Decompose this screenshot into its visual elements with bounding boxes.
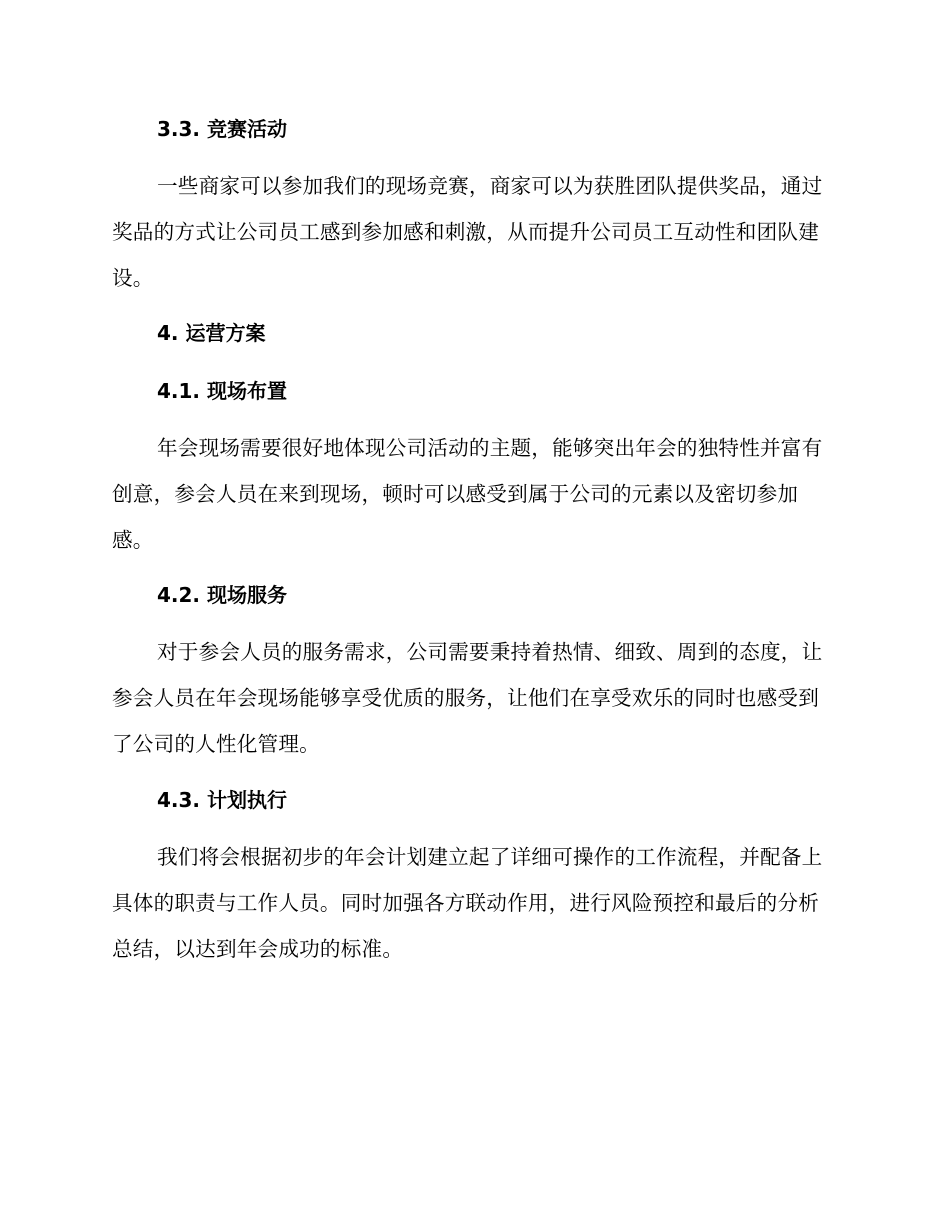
section-heading-3-3: 3.3. 竞赛活动 [157,117,287,141]
section-heading-4: 4. 运营方案 [157,321,266,345]
section-body-3-3: 一些商家可以参加我们的现场竞赛，商家可以为获胜团队提供奖品，通过奖品的方式让公司员工感到参加感和刺激，从而提升公司员工互动性和团队建设。 [112,174,823,291]
section-body-4-3: 我们将会根据初步的年会计划建立起了详细可操作的工作流程，并配备上具体的职责与工作人员。同时加强各方联动作用，进行风险预控和最后的分析总结，以达到年会成功的标准。 [112,845,823,962]
section-heading-4-1: 4.1. 现场布置 [157,379,287,403]
section-body-4-2: 对于参会人员的服务需求，公司需要秉持着热情、细致、周到的态度，让参会人员在年会现场能够享受优质的服务，让他们在享受欢乐的同时也感受到了公司的人性化管理。 [112,640,823,757]
section-heading-4-3: 4.3. 计划执行 [157,788,287,812]
section-heading-4-2: 4.2. 现场服务 [157,583,287,607]
section-body-4-1: 年会现场需要很好地体现公司活动的主题，能够突出年会的独特性并富有创意，参会人员在来到现场，顿时可以感受到属于公司的元素以及密切参加感。 [112,436,823,553]
